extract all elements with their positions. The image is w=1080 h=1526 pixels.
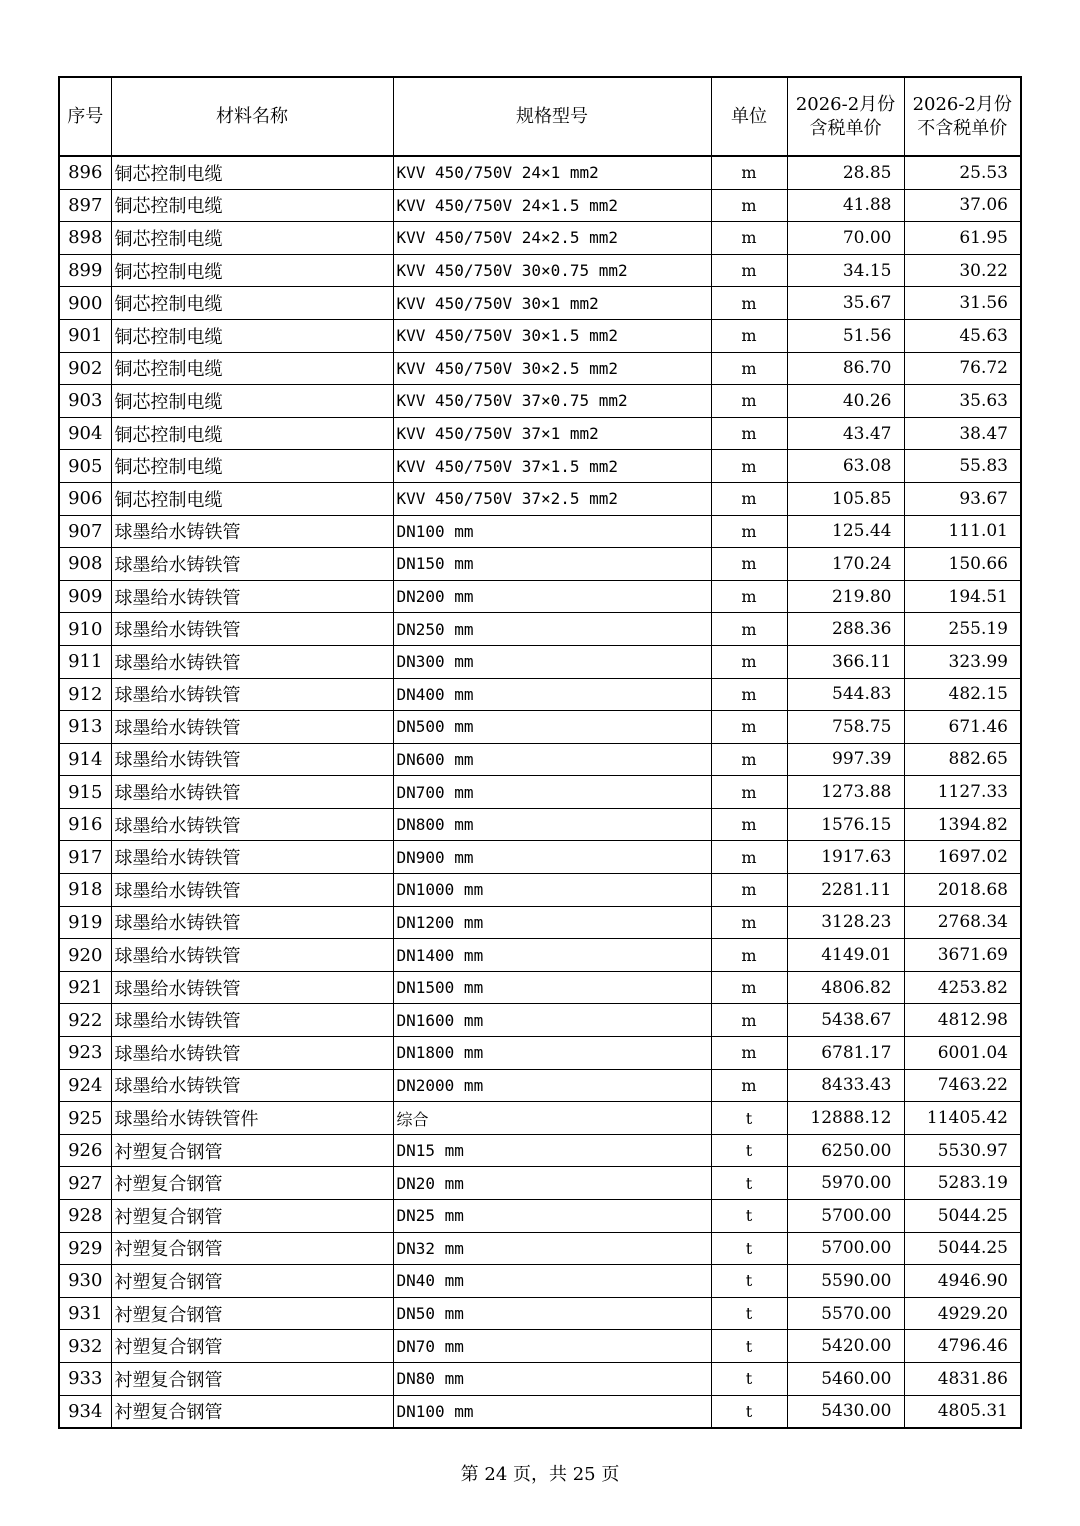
cell-price-notax: 38.47 <box>904 417 1021 450</box>
cell-no: 930 <box>59 1265 111 1298</box>
cell-price-tax: 40.26 <box>787 385 904 418</box>
cell-material-name: 球墨给水铸铁管 <box>111 515 393 548</box>
cell-spec: DN40 mm <box>393 1265 711 1298</box>
cell-price-tax: 105.85 <box>787 482 904 515</box>
cell-no: 900 <box>59 287 111 320</box>
cell-unit: m <box>711 841 787 874</box>
table-row <box>59 1200 1021 1233</box>
cell-price-tax: 41.88 <box>787 189 904 222</box>
cell-material-name: 衬塑复合钢管 <box>111 1395 393 1428</box>
cell-price-tax: 5700.00 <box>787 1232 904 1265</box>
cell-material-name: 铜芯控制电缆 <box>111 450 393 483</box>
cell-unit: t <box>711 1362 787 1395</box>
cell-material-name: 球墨给水铸铁管 <box>111 711 393 744</box>
cell-price-notax: 111.01 <box>904 515 1021 548</box>
table-body <box>59 156 1021 1428</box>
table-row <box>59 450 1021 483</box>
cell-no: 919 <box>59 906 111 939</box>
cell-no: 922 <box>59 1004 111 1037</box>
cell-price-tax: 6250.00 <box>787 1134 904 1167</box>
table-row <box>59 776 1021 809</box>
cell-material-name: 铜芯控制电缆 <box>111 352 393 385</box>
cell-unit: t <box>711 1330 787 1363</box>
cell-no: 918 <box>59 874 111 907</box>
header-no: 序号 <box>59 77 111 156</box>
cell-unit: t <box>711 1102 787 1135</box>
cell-price-tax: 3128.23 <box>787 906 904 939</box>
cell-spec: DN80 mm <box>393 1362 711 1395</box>
cell-material-name: 衬塑复合钢管 <box>111 1134 393 1167</box>
cell-no: 933 <box>59 1362 111 1395</box>
cell-price-notax: 93.67 <box>904 482 1021 515</box>
cell-no: 920 <box>59 939 111 972</box>
cell-spec: 综合 <box>393 1102 711 1135</box>
cell-price-notax: 11405.42 <box>904 1102 1021 1135</box>
table-row <box>59 417 1021 450</box>
header-price-tax-line2: 含税单价 <box>809 117 882 139</box>
page-footer: 第 24 页，共 25 页 <box>460 1464 620 1485</box>
table-row <box>59 515 1021 548</box>
cell-no: 906 <box>59 482 111 515</box>
cell-price-tax: 5700.00 <box>787 1200 904 1233</box>
table-row <box>59 1362 1021 1395</box>
cell-price-notax: 2018.68 <box>904 874 1021 907</box>
table-row <box>59 319 1021 352</box>
table-row <box>59 841 1021 874</box>
cell-spec: DN400 mm <box>393 678 711 711</box>
cell-no: 921 <box>59 971 111 1004</box>
cell-unit: m <box>711 939 787 972</box>
cell-unit: m <box>711 906 787 939</box>
cell-price-tax: 170.24 <box>787 548 904 581</box>
cell-price-tax: 5590.00 <box>787 1265 904 1298</box>
table-row <box>59 939 1021 972</box>
cell-no: 902 <box>59 352 111 385</box>
cell-unit: t <box>711 1134 787 1167</box>
cell-no: 913 <box>59 711 111 744</box>
table-row <box>59 613 1021 646</box>
cell-no: 912 <box>59 678 111 711</box>
cell-price-tax: 28.85 <box>787 156 904 189</box>
table-row <box>59 580 1021 613</box>
cell-no: 904 <box>59 417 111 450</box>
cell-no: 908 <box>59 548 111 581</box>
cell-price-notax: 3671.69 <box>904 939 1021 972</box>
cell-price-tax: 4806.82 <box>787 971 904 1004</box>
cell-no: 934 <box>59 1395 111 1428</box>
cell-spec: DN200 mm <box>393 580 711 613</box>
cell-price-notax: 61.95 <box>904 222 1021 255</box>
cell-spec: DN1500 mm <box>393 971 711 1004</box>
cell-unit: t <box>711 1395 787 1428</box>
cell-price-notax: 45.63 <box>904 319 1021 352</box>
cell-material-name: 衬塑复合钢管 <box>111 1362 393 1395</box>
table-row <box>59 808 1021 841</box>
cell-spec: KVV 450/750V 30×0.75 mm2 <box>393 254 711 287</box>
cell-material-name: 衬塑复合钢管 <box>111 1265 393 1298</box>
table-row <box>59 254 1021 287</box>
header-price-notax <box>904 77 1021 156</box>
table-row <box>59 156 1021 189</box>
cell-price-notax: 7463.22 <box>904 1069 1021 1102</box>
cell-unit: m <box>711 156 787 189</box>
cell-spec: DN600 mm <box>393 743 711 776</box>
cell-price-notax: 4805.31 <box>904 1395 1021 1428</box>
cell-material-name: 球墨给水铸铁管 <box>111 580 393 613</box>
header-price-tax <box>787 77 904 156</box>
cell-spec: DN50 mm <box>393 1297 711 1330</box>
cell-spec: DN100 mm <box>393 1395 711 1428</box>
table-row <box>59 971 1021 1004</box>
cell-spec: DN15 mm <box>393 1134 711 1167</box>
cell-unit: m <box>711 645 787 678</box>
cell-no: 929 <box>59 1232 111 1265</box>
cell-spec: KVV 450/750V 37×1 mm2 <box>393 417 711 450</box>
cell-no: 909 <box>59 580 111 613</box>
cell-price-tax: 43.47 <box>787 417 904 450</box>
cell-price-tax: 288.36 <box>787 613 904 646</box>
cell-unit: t <box>711 1297 787 1330</box>
cell-price-notax: 323.99 <box>904 645 1021 678</box>
cell-spec: DN700 mm <box>393 776 711 809</box>
cell-price-tax: 5970.00 <box>787 1167 904 1200</box>
table-row <box>59 548 1021 581</box>
table-row <box>59 385 1021 418</box>
price-table <box>58 76 1022 1429</box>
cell-price-tax: 51.56 <box>787 319 904 352</box>
cell-spec: KVV 450/750V 24×1.5 mm2 <box>393 189 711 222</box>
cell-material-name: 球墨给水铸铁管 <box>111 971 393 1004</box>
cell-no: 896 <box>59 156 111 189</box>
cell-price-tax: 1917.63 <box>787 841 904 874</box>
header-price-notax-line1: 2026-2月份 <box>912 93 1012 115</box>
cell-price-notax: 1127.33 <box>904 776 1021 809</box>
cell-price-tax: 12888.12 <box>787 1102 904 1135</box>
cell-material-name: 衬塑复合钢管 <box>111 1232 393 1265</box>
cell-price-tax: 6781.17 <box>787 1037 904 1070</box>
cell-unit: m <box>711 352 787 385</box>
cell-spec: KVV 450/750V 30×1.5 mm2 <box>393 319 711 352</box>
cell-unit: m <box>711 711 787 744</box>
cell-material-name: 铜芯控制电缆 <box>111 287 393 320</box>
cell-spec: DN900 mm <box>393 841 711 874</box>
cell-no: 932 <box>59 1330 111 1363</box>
table-row <box>59 678 1021 711</box>
cell-spec: DN32 mm <box>393 1232 711 1265</box>
cell-material-name: 铜芯控制电缆 <box>111 385 393 418</box>
cell-material-name: 球墨给水铸铁管 <box>111 808 393 841</box>
cell-material-name: 衬塑复合钢管 <box>111 1167 393 1200</box>
cell-unit: t <box>711 1265 787 1298</box>
cell-no: 923 <box>59 1037 111 1070</box>
cell-spec: DN1000 mm <box>393 874 711 907</box>
cell-material-name: 衬塑复合钢管 <box>111 1330 393 1363</box>
cell-unit: m <box>711 189 787 222</box>
cell-no: 924 <box>59 1069 111 1102</box>
cell-no: 914 <box>59 743 111 776</box>
table-row <box>59 1134 1021 1167</box>
table-row <box>59 1395 1021 1428</box>
table-header <box>59 77 1021 156</box>
cell-no: 931 <box>59 1297 111 1330</box>
cell-price-tax: 5460.00 <box>787 1362 904 1395</box>
header-price-notax-line2: 不含税单价 <box>917 117 1008 139</box>
cell-material-name: 球墨给水铸铁管 <box>111 613 393 646</box>
cell-unit: m <box>711 222 787 255</box>
table-row <box>59 352 1021 385</box>
cell-spec: DN20 mm <box>393 1167 711 1200</box>
table-row <box>59 1167 1021 1200</box>
cell-price-notax: 5044.25 <box>904 1232 1021 1265</box>
header-price-tax-line1: 2026-2月份 <box>795 93 896 115</box>
cell-spec: DN1800 mm <box>393 1037 711 1070</box>
cell-spec: DN250 mm <box>393 613 711 646</box>
cell-spec: DN70 mm <box>393 1330 711 1363</box>
cell-price-notax: 30.22 <box>904 254 1021 287</box>
cell-material-name: 球墨给水铸铁管 <box>111 939 393 972</box>
cell-price-tax: 219.80 <box>787 580 904 613</box>
cell-price-tax: 8433.43 <box>787 1069 904 1102</box>
table-row <box>59 189 1021 222</box>
table-row <box>59 1297 1021 1330</box>
cell-price-notax: 4796.46 <box>904 1330 1021 1363</box>
table-row <box>59 906 1021 939</box>
cell-no: 928 <box>59 1200 111 1233</box>
cell-spec: KVV 450/750V 30×2.5 mm2 <box>393 352 711 385</box>
cell-no: 898 <box>59 222 111 255</box>
cell-no: 901 <box>59 319 111 352</box>
table-row <box>59 1265 1021 1298</box>
cell-price-tax: 35.67 <box>787 287 904 320</box>
cell-spec: DN1400 mm <box>393 939 711 972</box>
cell-price-notax: 5283.19 <box>904 1167 1021 1200</box>
cell-spec: DN1200 mm <box>393 906 711 939</box>
cell-price-notax: 1697.02 <box>904 841 1021 874</box>
cell-unit: m <box>711 417 787 450</box>
cell-no: 911 <box>59 645 111 678</box>
cell-price-notax: 55.83 <box>904 450 1021 483</box>
cell-material-name: 球墨给水铸铁管 <box>111 874 393 907</box>
cell-price-notax: 194.51 <box>904 580 1021 613</box>
cell-material-name: 球墨给水铸铁管 <box>111 678 393 711</box>
cell-no: 925 <box>59 1102 111 1135</box>
cell-unit: m <box>711 319 787 352</box>
cell-price-tax: 5420.00 <box>787 1330 904 1363</box>
cell-unit: m <box>711 613 787 646</box>
cell-price-notax: 25.53 <box>904 156 1021 189</box>
cell-no: 910 <box>59 613 111 646</box>
cell-price-notax: 482.15 <box>904 678 1021 711</box>
cell-material-name: 球墨给水铸铁管 <box>111 1069 393 1102</box>
cell-material-name: 铜芯控制电缆 <box>111 189 393 222</box>
cell-price-tax: 1273.88 <box>787 776 904 809</box>
header-spec: 规格型号 <box>393 77 711 156</box>
cell-price-tax: 5570.00 <box>787 1297 904 1330</box>
cell-material-name: 铜芯控制电缆 <box>111 254 393 287</box>
table-row <box>59 1069 1021 1102</box>
cell-unit: m <box>711 874 787 907</box>
cell-price-tax: 1576.15 <box>787 808 904 841</box>
cell-spec: KVV 450/750V 37×2.5 mm2 <box>393 482 711 515</box>
cell-price-tax: 544.83 <box>787 678 904 711</box>
cell-spec: KVV 450/750V 30×1 mm2 <box>393 287 711 320</box>
table-row <box>59 1232 1021 1265</box>
cell-unit: m <box>711 482 787 515</box>
cell-price-notax: 31.56 <box>904 287 1021 320</box>
cell-spec: KVV 450/750V 37×0.75 mm2 <box>393 385 711 418</box>
cell-price-notax: 6001.04 <box>904 1037 1021 1070</box>
cell-no: 897 <box>59 189 111 222</box>
table-row <box>59 1330 1021 1363</box>
table-row <box>59 287 1021 320</box>
cell-price-tax: 5438.67 <box>787 1004 904 1037</box>
cell-spec: KVV 450/750V 24×1 mm2 <box>393 156 711 189</box>
cell-unit: m <box>711 971 787 1004</box>
cell-price-tax: 758.75 <box>787 711 904 744</box>
cell-unit: m <box>711 678 787 711</box>
cell-price-tax: 63.08 <box>787 450 904 483</box>
cell-material-name: 球墨给水铸铁管 <box>111 1037 393 1070</box>
cell-unit: m <box>711 580 787 613</box>
cell-unit: m <box>711 1069 787 1102</box>
cell-spec: DN100 mm <box>393 515 711 548</box>
header-unit: 单位 <box>711 77 787 156</box>
cell-price-notax: 671.46 <box>904 711 1021 744</box>
header-row <box>59 77 1021 156</box>
cell-material-name: 铜芯控制电缆 <box>111 482 393 515</box>
cell-price-notax: 4929.20 <box>904 1297 1021 1330</box>
cell-price-notax: 4812.98 <box>904 1004 1021 1037</box>
cell-price-notax: 4831.86 <box>904 1362 1021 1395</box>
table-row <box>59 711 1021 744</box>
cell-no: 916 <box>59 808 111 841</box>
cell-price-notax: 255.19 <box>904 613 1021 646</box>
cell-price-notax: 4946.90 <box>904 1265 1021 1298</box>
cell-unit: m <box>711 776 787 809</box>
cell-price-tax: 86.70 <box>787 352 904 385</box>
cell-material-name: 球墨给水铸铁管 <box>111 841 393 874</box>
cell-spec: DN2000 mm <box>393 1069 711 1102</box>
cell-price-tax: 2281.11 <box>787 874 904 907</box>
cell-price-notax: 150.66 <box>904 548 1021 581</box>
cell-unit: m <box>711 254 787 287</box>
cell-unit: t <box>711 1232 787 1265</box>
cell-material-name: 铜芯控制电缆 <box>111 319 393 352</box>
cell-price-notax: 5530.97 <box>904 1134 1021 1167</box>
cell-price-tax: 34.15 <box>787 254 904 287</box>
cell-price-tax: 4149.01 <box>787 939 904 972</box>
table-row <box>59 1102 1021 1135</box>
cell-material-name: 衬塑复合钢管 <box>111 1200 393 1233</box>
cell-price-notax: 2768.34 <box>904 906 1021 939</box>
cell-material-name: 球墨给水铸铁管 <box>111 776 393 809</box>
cell-no: 907 <box>59 515 111 548</box>
cell-unit: m <box>711 515 787 548</box>
cell-material-name: 铜芯控制电缆 <box>111 417 393 450</box>
cell-spec: DN300 mm <box>393 645 711 678</box>
cell-no: 927 <box>59 1167 111 1200</box>
cell-material-name: 球墨给水铸铁管 <box>111 645 393 678</box>
cell-unit: m <box>711 808 787 841</box>
cell-unit: m <box>711 743 787 776</box>
cell-spec: DN150 mm <box>393 548 711 581</box>
cell-spec: DN800 mm <box>393 808 711 841</box>
cell-spec: KVV 450/750V 37×1.5 mm2 <box>393 450 711 483</box>
cell-material-name: 铜芯控制电缆 <box>111 222 393 255</box>
cell-material-name: 铜芯控制电缆 <box>111 156 393 189</box>
cell-price-notax: 37.06 <box>904 189 1021 222</box>
table-row <box>59 645 1021 678</box>
cell-price-tax: 5430.00 <box>787 1395 904 1428</box>
cell-unit: t <box>711 1200 787 1233</box>
cell-price-notax: 4253.82 <box>904 971 1021 1004</box>
cell-spec: DN500 mm <box>393 711 711 744</box>
cell-spec: KVV 450/750V 24×2.5 mm2 <box>393 222 711 255</box>
cell-price-notax: 5044.25 <box>904 1200 1021 1233</box>
cell-price-tax: 997.39 <box>787 743 904 776</box>
cell-price-notax: 76.72 <box>904 352 1021 385</box>
header-name: 材料名称 <box>111 77 393 156</box>
cell-material-name: 球墨给水铸铁管 <box>111 906 393 939</box>
cell-price-notax: 35.63 <box>904 385 1021 418</box>
cell-price-tax: 70.00 <box>787 222 904 255</box>
cell-no: 926 <box>59 1134 111 1167</box>
cell-unit: m <box>711 385 787 418</box>
table-row <box>59 743 1021 776</box>
cell-unit: m <box>711 1004 787 1037</box>
cell-material-name: 球墨给水铸铁管件 <box>111 1102 393 1135</box>
cell-no: 899 <box>59 254 111 287</box>
cell-spec: DN1600 mm <box>393 1004 711 1037</box>
cell-price-notax: 882.65 <box>904 743 1021 776</box>
table-row <box>59 874 1021 907</box>
cell-unit: m <box>711 1037 787 1070</box>
cell-unit: m <box>711 450 787 483</box>
cell-material-name: 球墨给水铸铁管 <box>111 743 393 776</box>
cell-no: 905 <box>59 450 111 483</box>
cell-price-tax: 366.11 <box>787 645 904 678</box>
table-row <box>59 1037 1021 1070</box>
cell-spec: DN25 mm <box>393 1200 711 1233</box>
cell-unit: t <box>711 1167 787 1200</box>
cell-no: 903 <box>59 385 111 418</box>
table-row <box>59 222 1021 255</box>
cell-material-name: 衬塑复合钢管 <box>111 1297 393 1330</box>
cell-material-name: 球墨给水铸铁管 <box>111 548 393 581</box>
table-row <box>59 1004 1021 1037</box>
cell-unit: m <box>711 548 787 581</box>
cell-price-notax: 1394.82 <box>904 808 1021 841</box>
cell-no: 915 <box>59 776 111 809</box>
table-row <box>59 482 1021 515</box>
cell-price-tax: 125.44 <box>787 515 904 548</box>
cell-unit: m <box>711 287 787 320</box>
cell-no: 917 <box>59 841 111 874</box>
cell-material-name: 球墨给水铸铁管 <box>111 1004 393 1037</box>
